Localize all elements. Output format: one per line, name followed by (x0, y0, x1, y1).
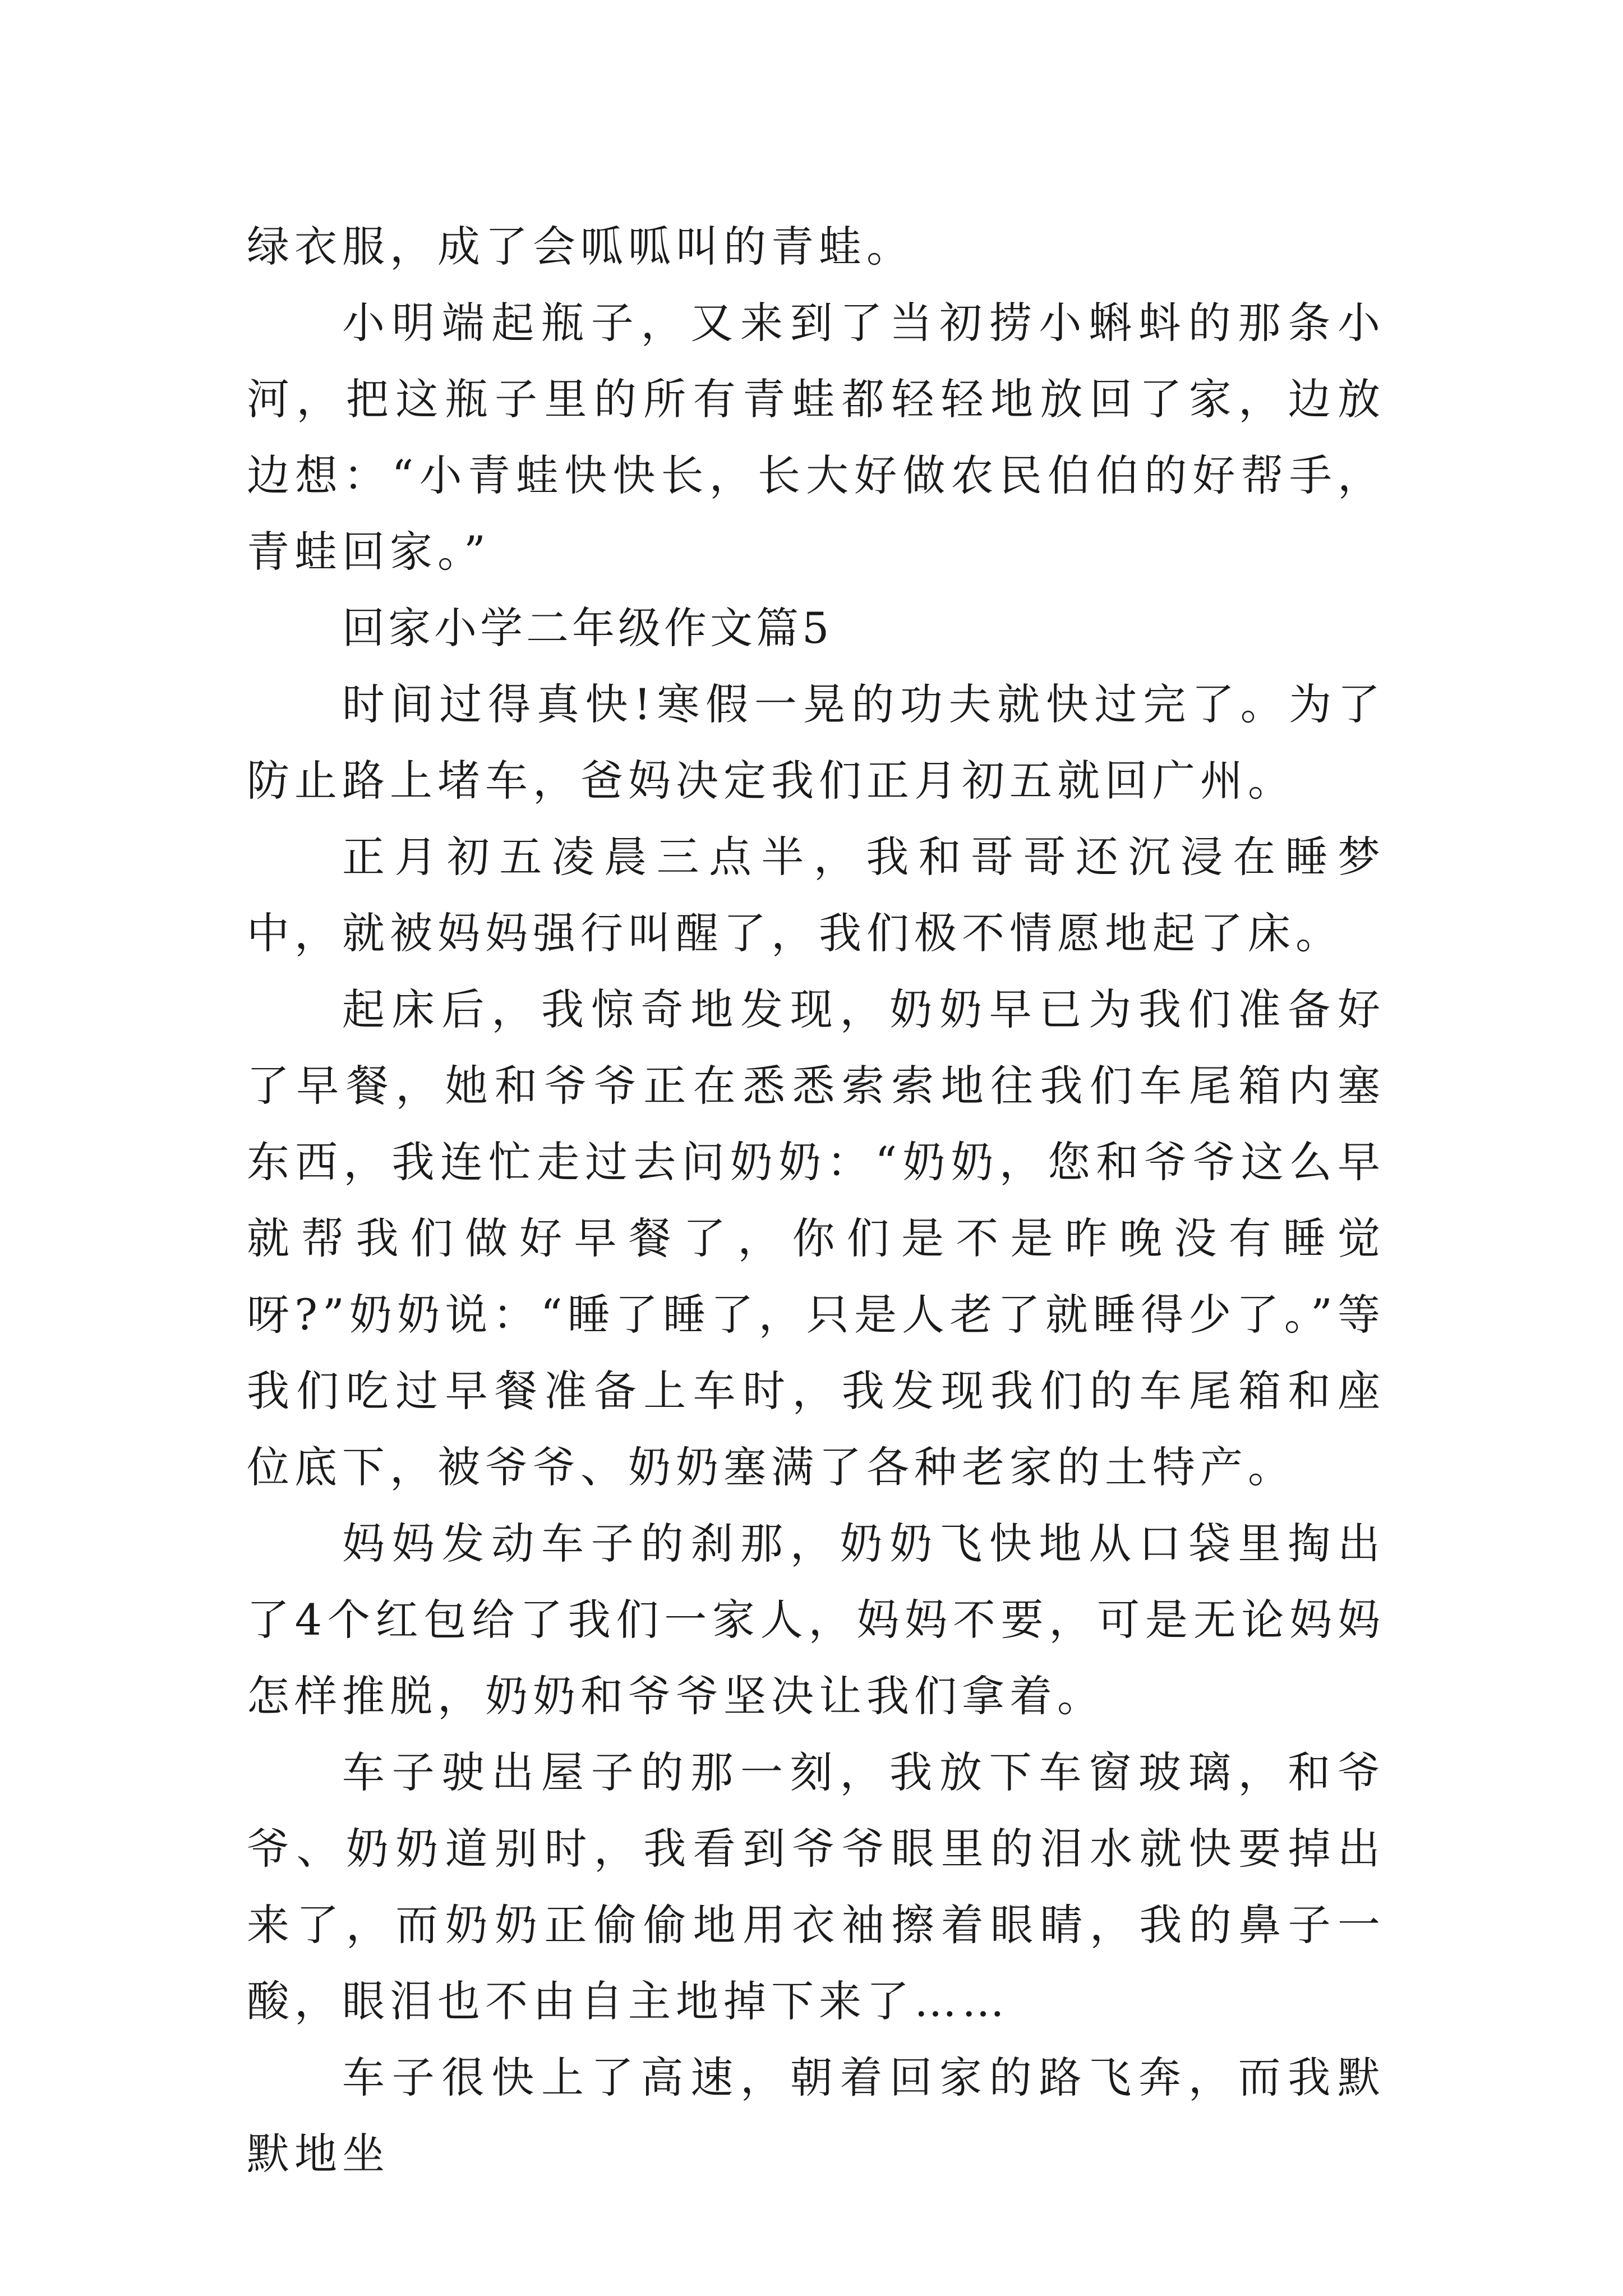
paragraph-5: 起床后，我惊奇地发现，奶奶早已为我们准备好了早餐，她和爷爷正在悉悉索索地往我们车尾箱内塞东西，我连忙走过去问奶奶：“奶奶，您和爷爷这么早就帮我们做好早餐了，你们是不是昨晚没有睡觉呀?”奶奶说：“睡了睡了，只是人老了就睡得少了。”等我们吃过早餐准备上车时，我发现我们的车尾箱和座位底下，被爷爷、奶奶塞满了各种老家的土特产。 (247, 984, 1385, 1492)
paragraph-2: 小明端起瓶子，又来到了当初捞小蝌蚪的那条小河，把这瓶子里的所有青蛙都轻轻地放回了家，边放边想：“小青蛙快快长，长大好做农民伯伯的好帮手，青蛙回家。” (247, 298, 1385, 577)
paragraph-3: 时间过得真快!寒假一晃的功夫就快过完了。为了防止路上堵车，爸妈决定我们正月初五就回广州。 (247, 679, 1385, 806)
paragraph-7: 车子驶出屋子的那一刻，我放下车窗玻璃，和爷爷、奶奶道别时，我看到爷爷眼里的泪水就快要掉出来了，而奶奶正偷偷地用衣袖擦着眼睛，我的鼻子一酸，眼泪也不由自主地掉下来了…… (247, 1747, 1385, 2026)
paragraph-4: 正月初五凌晨三点半，我和哥哥还沉浸在睡梦中，就被妈妈强行叫醒了，我们极不情愿地起了床。 (247, 832, 1385, 958)
paragraph-8: 车子很快上了高速，朝着回家的路飞奔，而我默默地坐 (247, 2053, 1385, 2179)
section-heading: 回家小学二年级作文篇5 (342, 603, 833, 653)
paragraph-6: 妈妈发动车子的刹那，奶奶飞快地从口袋里掏出了4个红包给了我们一家人，妈妈不要，可是无论妈妈怎样推脱，奶奶和爷爷坚决让我们拿着。 (247, 1519, 1385, 1721)
document-body (247, 209, 1385, 2192)
paragraph-1: 绿衣服，成了会呱呱叫的青蛙。 (247, 222, 914, 272)
